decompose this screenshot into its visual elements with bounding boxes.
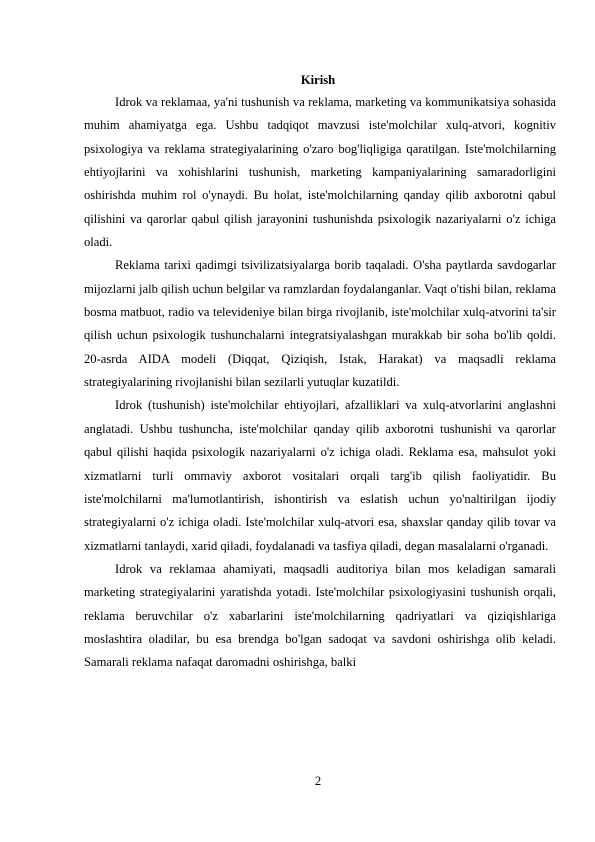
paragraph: Idrok (tushunish) iste'molchilar ehtiyojlari, afzalliklari va xulq-atvorlarini anglashni anglatadi. Ushbu tushuncha, iste'molchilar qanday qilib axborotni tushunishi va qarorlar qabul qilishi haqida psixologik nazariyalarni o'z ichiga oladi. Reklama esa, mahsulot yoki xizmatlarni turli ommaviy axborot vositalari orqali targ'ib qilish faoliyatidir. Bu iste'molchilarni ma'lumotlantirish, ishontirish va eslatish uchun yo'naltirilgan ijodiy strategiyalarni o'z ichiga oladi. Iste'molchilar xulq-atvori esa, shaxslar qanday qilib tovar va xizmatlarni tanlaydi, xarid qiladi, foydalanadi va tasfiya qiladi, degan masalalarni o'rganadi. xyxy=(84,398,556,553)
body-text xyxy=(84,91,556,675)
section-title: Kirish xyxy=(300,73,336,87)
paragraph: Reklama tarixi qadimgi tsivilizatsiyalarga borib taqaladi. O'sha paytlarda savdogarlar mijozlarni jalb qilish uchun belgilar va ramzlardan foydalanganlar. Vaqt o'tishi bilan, reklama bosma matbuot, radio va televideniye bilan birga rivojlanib, iste'molchilar xulq-atvorini ta'sir qilish uchun psixologik tushunchalarni integratsiyalashgan murakkab bir soha bo'lib qoldi. 20-asrda AIDA modeli (Diqqat, Qiziqish, Istak, Harakat) va maqsadli reklama strategiyalarining rivojlanishi bilan sezilarli yutuqlar kuzatildi. xyxy=(84,258,556,390)
paragraph: Idrok va reklamaa ahamiyati, maqsadli auditoriya bilan mos keladigan samarali marketing strategiyalarini yaratishda yotadi. Iste'molchilar psixologiyasini tushunish orqali, reklama beruvchilar o'z xabarlarini iste'molchilarning qadriyatlari va qiziqishlariga moslashtira oladilar, bu esa brendga bo'lgan sadoqat va savdoni oshirishga olib keladi. Samarali reklama nafaqat daromadni oshirishga, balki xyxy=(84,561,556,670)
page-number: 2 xyxy=(314,774,322,788)
paragraph: Idrok va reklamaa, ya'ni tushunish va reklama, marketing va kommunikatsiya sohasida muhim ahamiyatga ega. Ushbu tadqiqot mavzusi iste'molchilar xulq-atvori, kognitiv psixologiya va reklama strategiyalarining o'zaro bog'liqligiga qaratilgan. Iste'molchilarning ehtiyojlarini va xohishlarini tushunish, marketing kampaniyalarining samaradorligini oshirishda muhim rol o'ynaydi. Bu holat, iste'molchilarning qanday qilib axborotni qabul qilishini va qarorlar qabul qilish jarayonini tushunishda psixologik nazariyalarni o'z ichiga oladi. xyxy=(84,95,556,250)
